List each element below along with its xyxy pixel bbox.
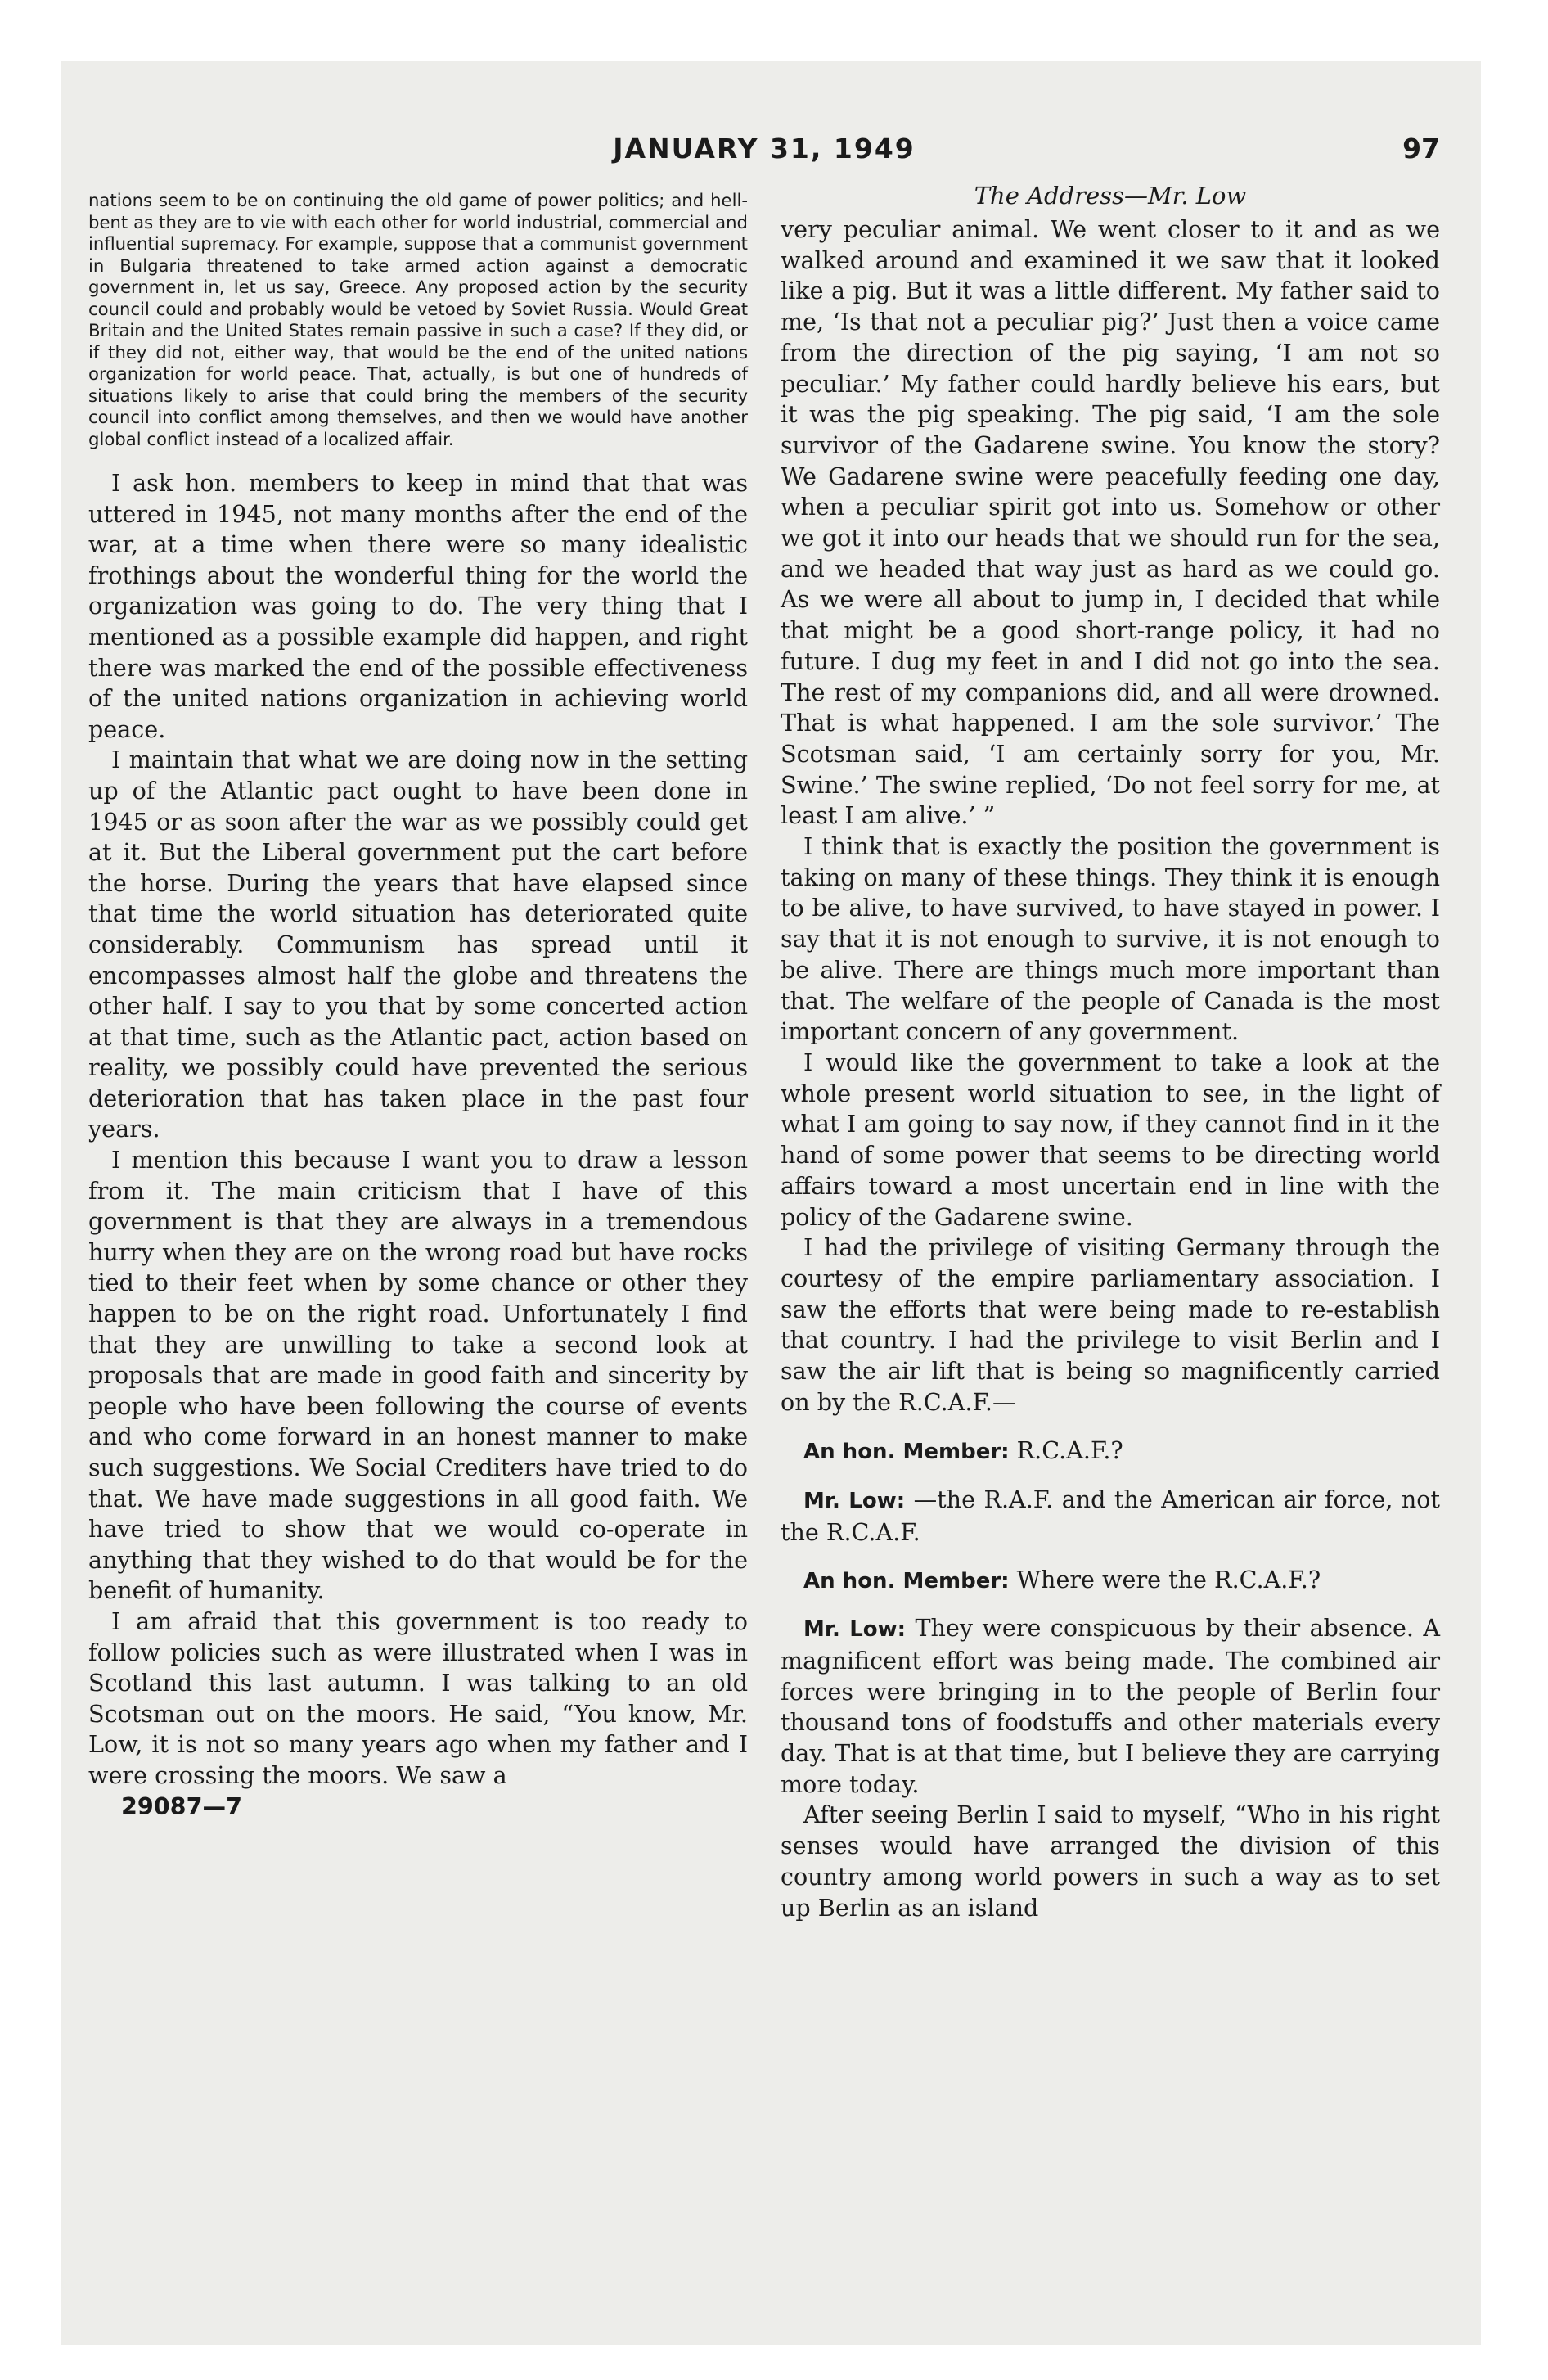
paragraph: I think that is exactly the position the government is taking on many of these things. They think it is enough to be alive, to have survived, to have stayed in power. I say that it is not enough to survive, it is not enough to be alive. There are things much more important than that. The welfare of the people of Canada is the most important concern of any government. xyxy=(781,832,1440,1046)
speaker-name: Mr. Low: xyxy=(803,1489,906,1514)
quoted-passage: nations seem to be on continuing the old game of power politics; and hell-bent as they are to vie with each other for world industrial, commercial and influential supremacy. For example, suppose that a communist government in Bulgaria threatened to take armed action against a democratic government in, let us say, Greece. Any proposed action by the security council could and probably would be vetoed by Soviet Russia. Would Great Britain and the United States remain passive in such a case? If they did, or if they did not, either way, that would be the end of the united nations organization for world peace. That, actually, is but one of hundreds of situations likely to arise that could bring the members of the security council into conflict among themselves, and then we would have another global conflict instead of a localized affair. xyxy=(88,190,748,449)
right-column xyxy=(781,182,1440,1923)
paragraph: very peculiar animal. We went closer to it and as we walked around and examined it we saw that it looked like a pig. But it was a little different. My father said to me, ‘Is that not a peculiar pig?’ Just then a voice came from the direction of the pig saying, ‘I am not so peculiar.’ My father could hardly believe his ears, but it was the pig speaking. The pig said, ‘I am the sole survivor of the Gadarene swine. You know the story? We Gadarene swine were peacefully feeding one day, when a peculiar spirit got into us. Somehow or other we got it into our heads that we should run for the sea, and we headed that way just as hard as we could go. As we were all about to jump in, I decided that while that might be a good short-range policy, it had no future. I dug my feet in and I did not go into the sea. The rest of my companions did, and all were drowned. That is what happened. I am the sole survivor.’ The Scotsman said, ‘I am certainly sorry for you, Mr. Swine.’ The swine replied, ‘Do not feel sorry for me, at least I am alive.’ ” xyxy=(781,215,1440,830)
paragraph: I mention this because I want you to draw a lesson from it. The main criticism that I have of this government is that they are always in a tremendous hurry when they are on the wrong road but have rocks tied to their feet when by some chance or other they happen to be on the right road. Unfortunately I find that they are unwilling to take a second look at proposals that are made in good faith and sincerity by people who have been following the course of events and who come forward in an honest manner to make such suggestions. We Social Crediters have tried to do that. We have made suggestions in all good faith. We have tried to show that we would co-operate in anything that they wished to do that would be for the benefit of humanity. xyxy=(88,1146,748,1605)
printer-signature-mark: 29087—7 xyxy=(121,1792,242,1820)
speech-text: R.C.A.F.? xyxy=(1009,1436,1123,1465)
speech-entry xyxy=(781,1436,1440,1468)
paragraph: After seeing Berlin I said to myself, “Who in his right senses would have arranged the division of this country among world powers in such a way as to set up Berlin as an island xyxy=(781,1801,1440,1922)
speech-entry xyxy=(781,1485,1440,1548)
paragraph: I would like the government to take a look at the whole present world situation to see, in the light of what I am going to say now, if they cannot find in it the hand of some power that seems to be directing world affairs toward a most uncertain end in line with the policy of the Gadarene swine. xyxy=(781,1048,1440,1231)
left-column xyxy=(88,190,748,1822)
speech-text: Where were the R.C.A.F.? xyxy=(1009,1565,1321,1593)
running-title: JANUARY 31, 1949 xyxy=(613,133,916,165)
speech-text: They were conspicuous by their absence. A magnificent effort was being made. The combined air forces were bringing in to the people of Berlin four thousand tons of foodstuffs and other materials every day. That is at that time, but I believe they are carrying more today. xyxy=(781,1614,1441,1798)
paragraph: I ask hon. members to keep in mind that that was uttered in 1945, not many months after the end of the war, at a time when there were so many idealistic frothings about the wonderful thing for the world the organization was going to do. The very thing that I mentioned as a possible example did happen, and right there was marked the end of the possible effectiveness of the united nations organization in achieving world peace. xyxy=(88,469,748,743)
speaker-name: An hon. Member: xyxy=(803,1568,1010,1593)
paragraph: I maintain that what we are doing now in the setting up of the Atlantic pact ought to have been done in 1945 or as soon after the war as we possibly could get at it. But the Liberal government put the cart before the horse. During the years that have elapsed since that time the world situation has deteriorated quite considerably. Communism has spread until it encompasses almost half the globe and threatens the other half. I say to you that by some concerted action at that time, such as the Atlantic pact, action based on reality, we possibly could have prevented the serious deterioration that has taken place in the past four years. xyxy=(88,746,748,1143)
hansard-page xyxy=(88,133,1440,2277)
speech-entry xyxy=(781,1565,1440,1598)
speaker-name: Mr. Low: xyxy=(803,1617,907,1643)
speech-text: —the R.A.F. and the American air force, not the R.C.A.F. xyxy=(781,1485,1440,1546)
section-heading: The Address—Mr. Low xyxy=(974,182,1247,210)
page-number: 97 xyxy=(1402,133,1440,165)
paragraph: I am afraid that this government is too ready to follow policies such as were illustrated when I was in Scotland this last autumn. I was talking to an old Scotsman out on the moors. He said, “You know, Mr. Low, it is not so many years ago when my father and I were crossing the moors. We saw a xyxy=(88,1607,748,1789)
paragraph: I had the privilege of visiting Germany through the courtesy of the empire parliamentary association. I saw the efforts that were being made to re-establish that country. I had the privilege to visit Berlin and I saw the air lift that is being so magnificently carried on by the R.C.A.F.— xyxy=(781,1233,1440,1416)
speech-entry xyxy=(781,1613,1440,1800)
speaker-name: An hon. Member: xyxy=(803,1440,1010,1465)
